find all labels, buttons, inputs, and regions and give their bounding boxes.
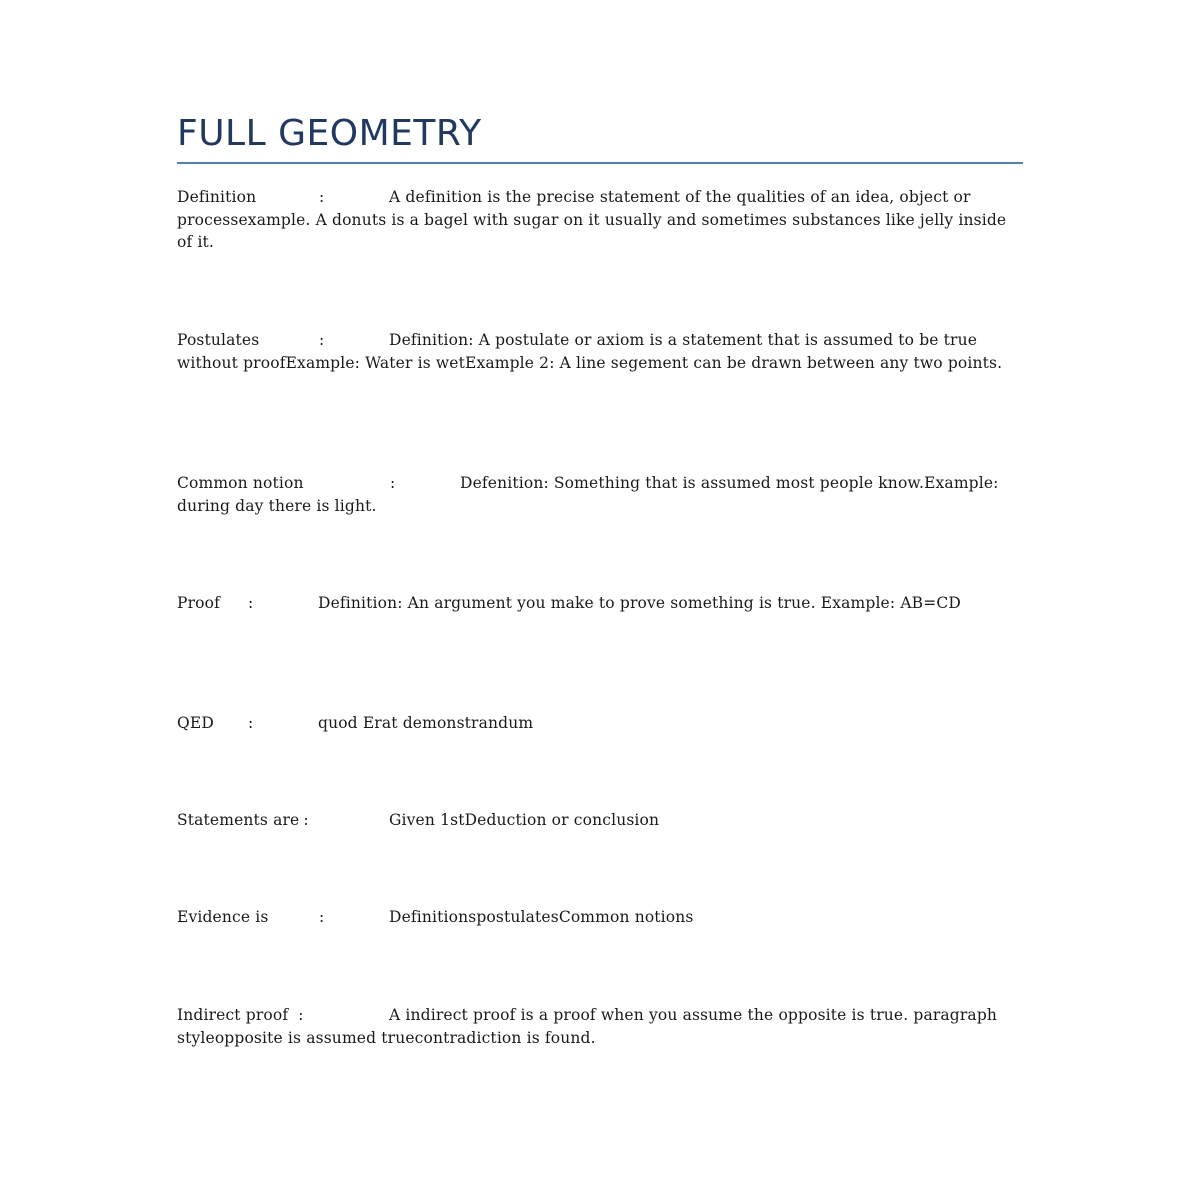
- entry-text: Defenition: Something that is assumed most people know.Example: during day there is light.: [177, 474, 999, 515]
- entry-text: quod Erat demonstrandum: [318, 714, 534, 732]
- document-title: FULL GEOMETRY: [177, 113, 482, 154]
- entry-text: Given 1stDeduction or conclusion: [389, 811, 660, 829]
- entry-separator: :: [248, 594, 254, 612]
- entry-term-text: Statements are: [177, 811, 300, 829]
- entry-qed: [177, 712, 1023, 735]
- entry-postulates: [177, 329, 1023, 374]
- entry-proof: [177, 592, 1023, 615]
- entry-term: [177, 809, 319, 832]
- title-underline: [177, 162, 1023, 164]
- entry-text: A definition is the precise statement of the qualities of an idea, object or processexample. A donuts is a bagel with sugar on it usually and sometimes substances like jelly inside of it.: [177, 188, 1007, 252]
- entry-text: A indirect proof is a proof when you assume the opposite is true. paragraph styleopposite is assumed truecontradiction is found.: [177, 1006, 998, 1047]
- entry-indirect-proof: [177, 1004, 1023, 1049]
- entry-term: Postulates: [177, 331, 260, 349]
- entry-term: Evidence is: [177, 908, 269, 926]
- entry-definition: [177, 186, 1023, 254]
- entry-term: Common notion: [177, 474, 304, 492]
- entry-separator: :: [303, 811, 309, 829]
- entry-common-notion: [177, 472, 1023, 517]
- entry-text: Definition: A postulate or axiom is a statement that is assumed to be true without proofExample: Water is wetExample 2: A line segement can be drawn between any two points.: [177, 331, 1003, 372]
- entry-text: Definition: An argument you make to prove something is true. Example: AB=CD: [318, 594, 961, 612]
- entry-evidence: [177, 906, 1023, 929]
- entry-term: QED: [177, 714, 214, 732]
- entry-separator: :: [298, 1006, 304, 1024]
- entry-term: [177, 1004, 319, 1027]
- entry-text: DefinitionspostulatesCommon notions: [389, 908, 694, 926]
- entry-term: Definition: [177, 188, 257, 206]
- entry-separator: :: [319, 331, 325, 349]
- entry-statements: [177, 809, 1023, 832]
- entry-separator: :: [319, 908, 325, 926]
- entry-term: Proof: [177, 594, 220, 612]
- entry-separator: :: [319, 188, 325, 206]
- entry-separator: :: [248, 714, 254, 732]
- entry-separator: :: [390, 474, 396, 492]
- entry-term-text: Indirect proof: [177, 1006, 289, 1024]
